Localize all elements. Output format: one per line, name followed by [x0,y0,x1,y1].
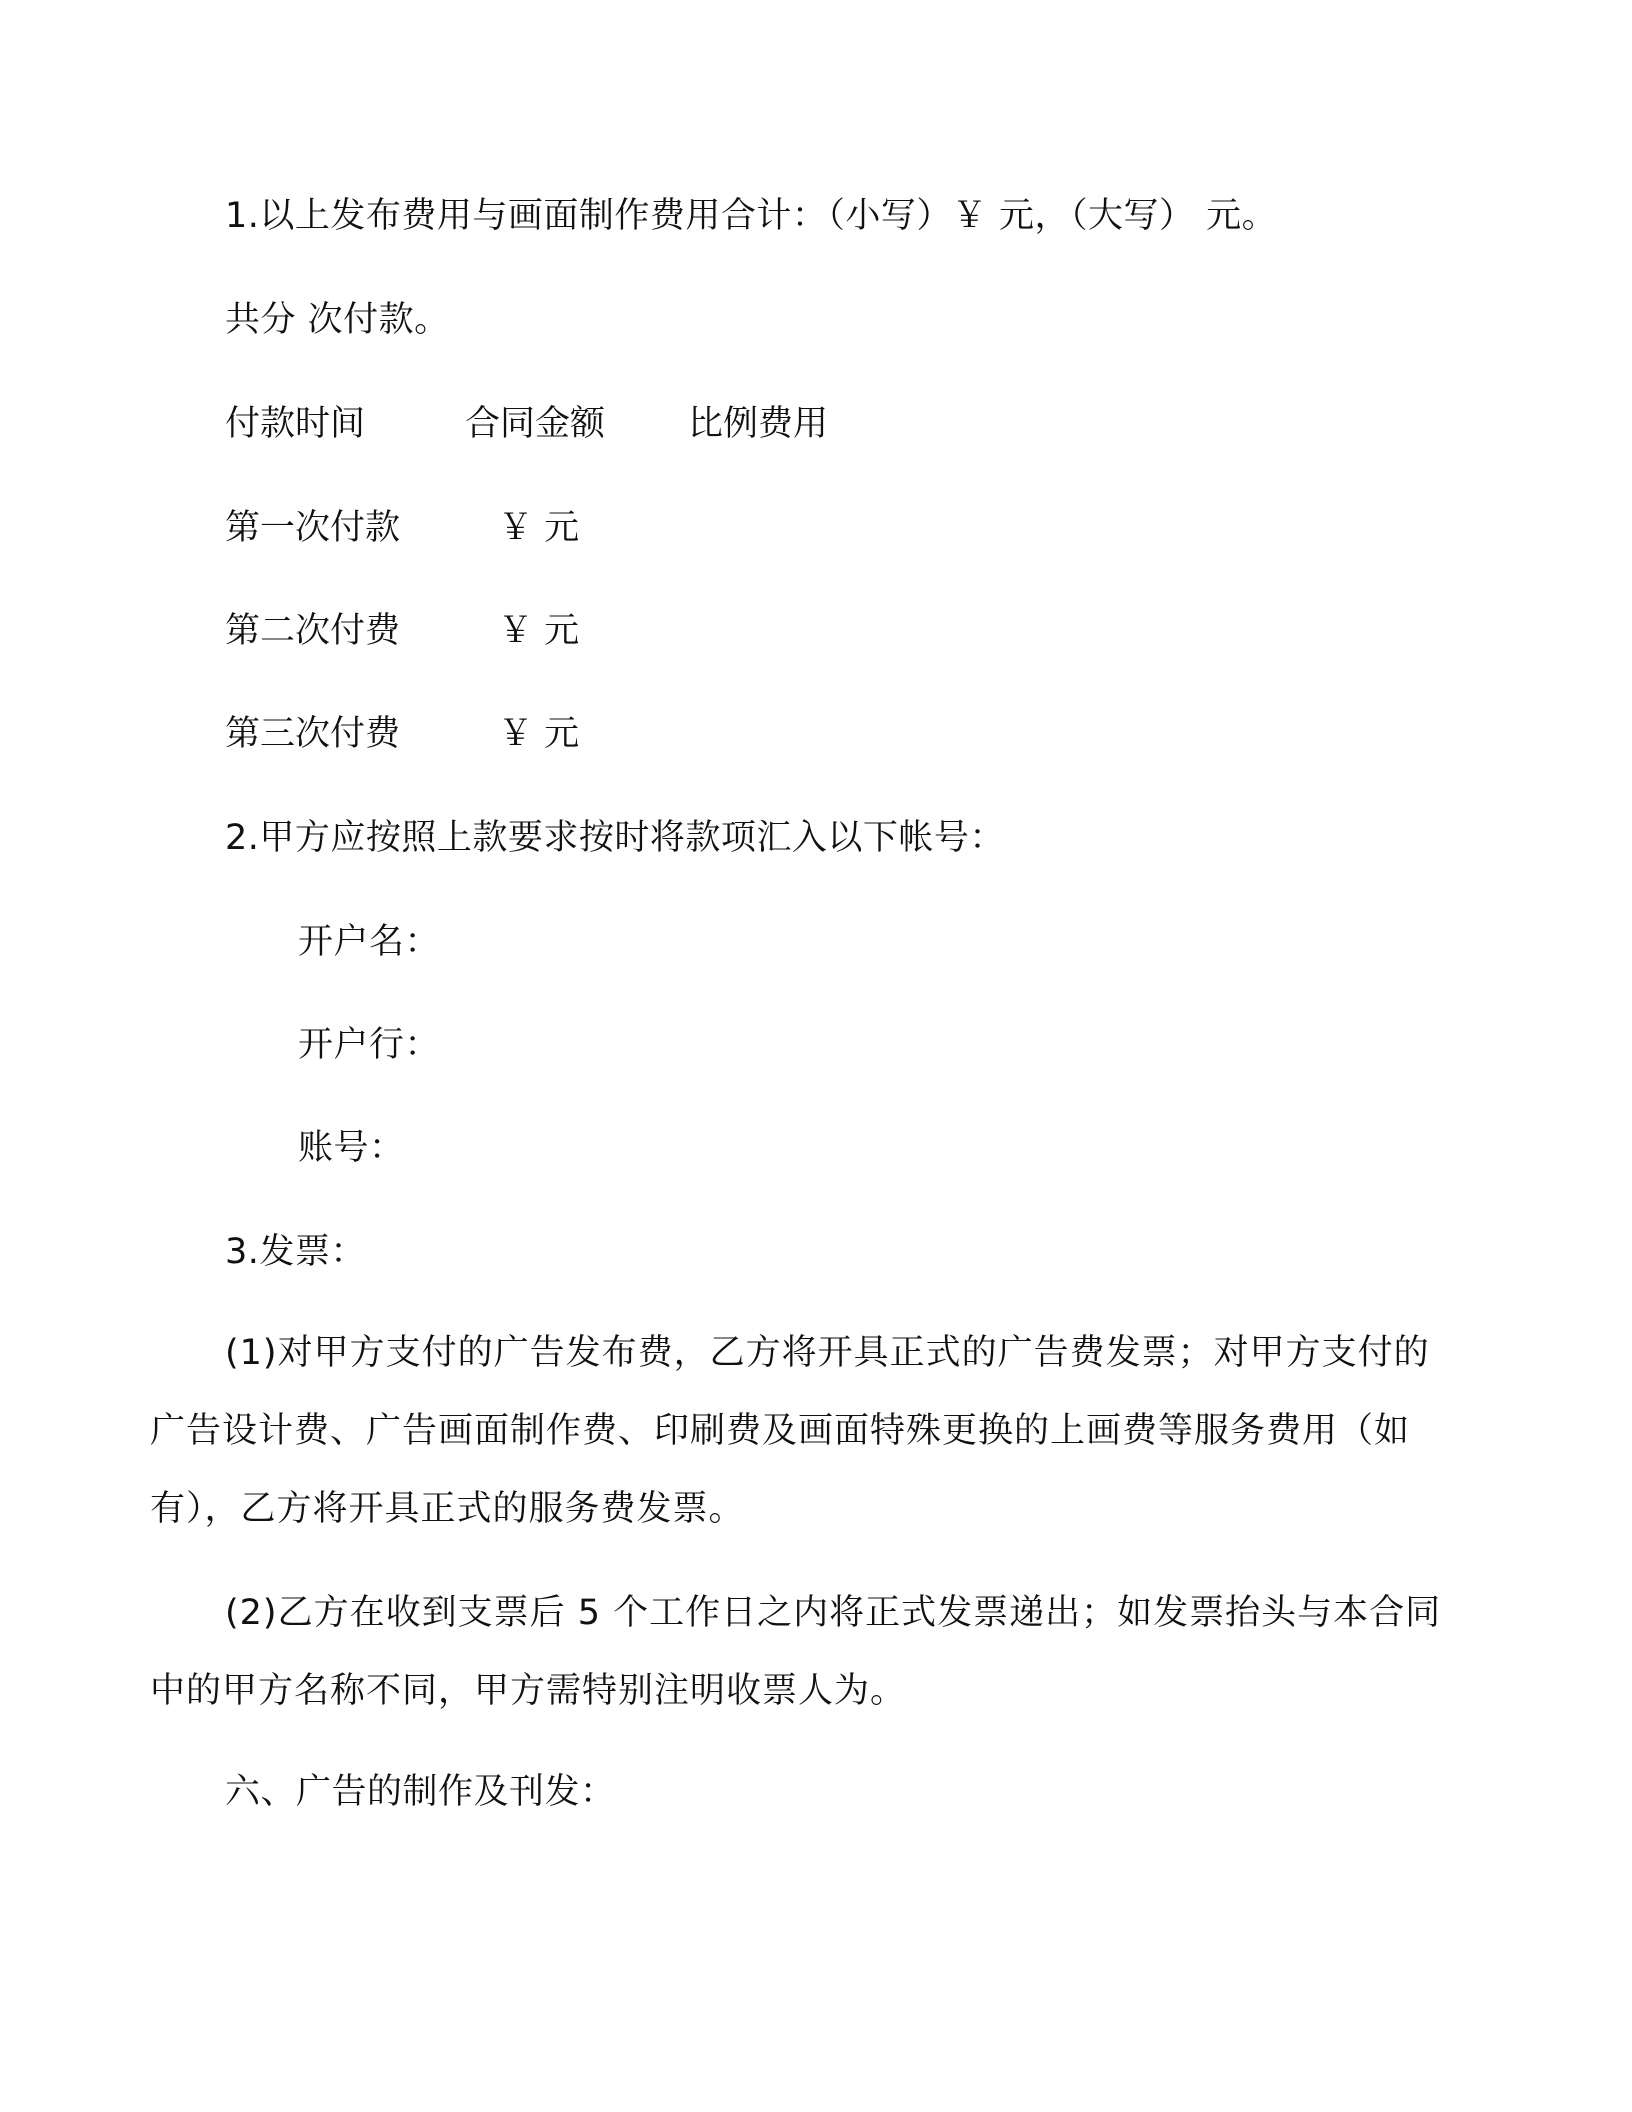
invoice-title: 3.发票： [225,1232,366,1272]
installments-line: 共分 次付款。 [225,300,450,340]
table-header-amount: 合同金额 [465,404,606,444]
table-header-time: 付款时间 [225,404,366,444]
table-header-ratio: 比例费用 [688,404,829,444]
bank-transfer-line: 2.甲方应按照上款要求按时将款项汇入以下帐号： [225,818,1005,858]
invoice-paragraph-1: (1)对甲方支付的广告发布费，乙方将开具正式的广告费发票；对甲方支付的广告设计费、广告画面制作费、印刷费及画面特殊更换的上画费等服务费用（如有），乙方将开具正式的服务费发票。 [150,1333,1430,1529]
section-6-title: 六、广告的制作及刊发： [225,1772,616,1812]
invoice-paragraph-2: (2)乙方在收到支票后 5 个工作日之内将正式发票递出；如发票抬头与本合同中的甲方名称不同，甲方需特别注明收票人为。 [150,1593,1442,1711]
table-row-2-label: 第二次付费 [225,611,401,651]
account-name-label: 开户名： [298,922,441,962]
payment-total-line: 1.以上发布费用与画面制作费用合计：（小写）￥ 元，（大写） 元。 [225,196,1278,236]
table-row-2-amount: ￥ 元 [498,611,580,651]
account-number-label: 账号： [298,1128,405,1168]
table-row-3-amount: ￥ 元 [498,714,580,754]
table-row-1-label: 第一次付款 [225,508,401,548]
table-row-3-label: 第三次付费 [225,714,401,754]
account-bank-label: 开户行： [298,1025,441,1065]
table-row-1-amount: ￥ 元 [498,508,580,548]
